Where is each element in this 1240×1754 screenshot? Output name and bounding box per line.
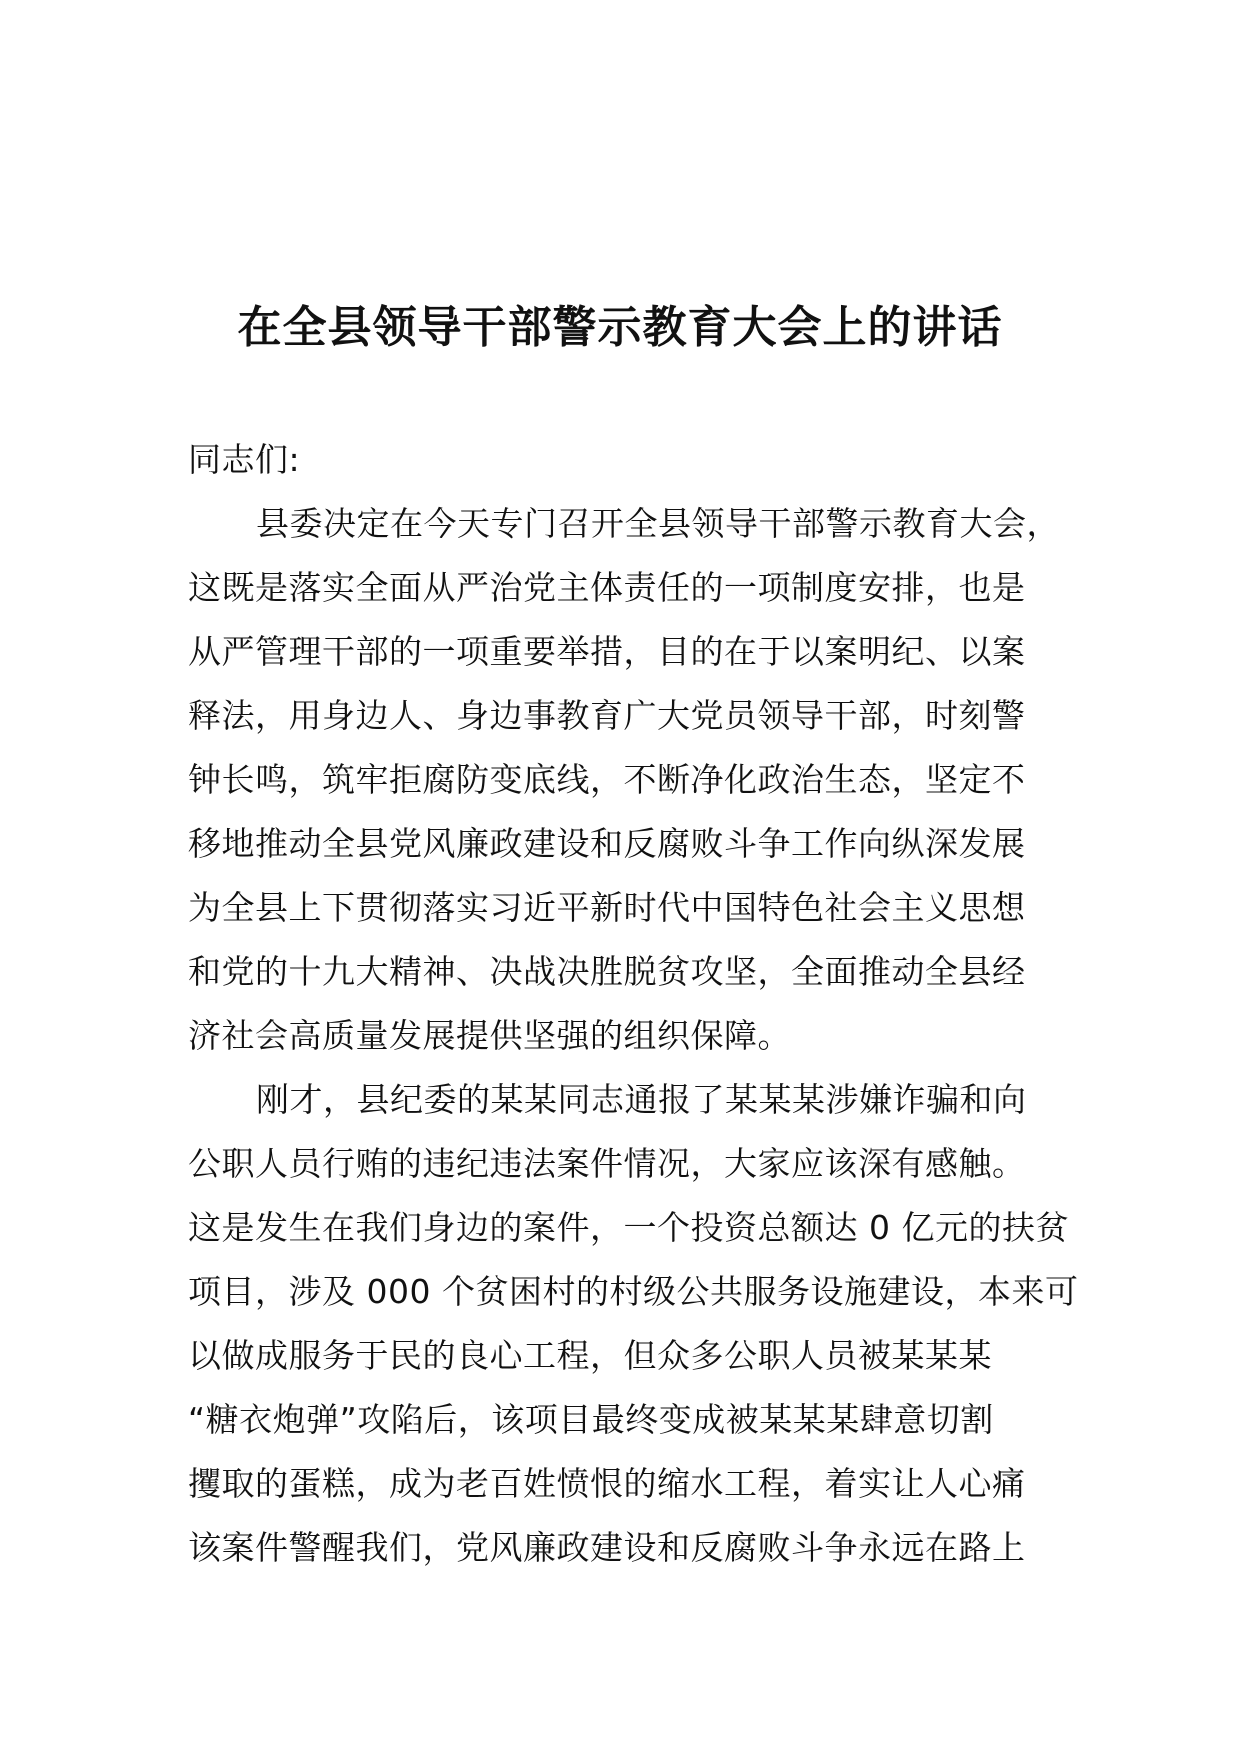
body-line-3: 从严管理干部的一项重要举措，目的在于以案明纪、以案 <box>188 632 1026 671</box>
body-line-15: “糖衣炮弹”攻陷后，该项目最终变成被某某某肆意切割 <box>188 1400 994 1439</box>
body-line-2: 这既是落实全面从严治党主体责任的一项制度安排，也是 <box>188 568 1026 607</box>
body-line-11: 公职人员行贿的违纪违法案件情况，大家应该深有感触。 <box>188 1144 1026 1183</box>
body-line-14: 以做成服务于民的良心工程，但众多公职人员被某某某 <box>188 1336 992 1375</box>
document-body <box>188 428 1079 1580</box>
body-line-6: 移地推动全县党风廉政建设和反腐败斗争工作向纵深发展 <box>188 824 1026 863</box>
body-line-13: 项目，涉及 000 个贫困村的村级公共服务设施建设，本来可 <box>188 1272 1079 1311</box>
body-line-16: 攫取的蛋糕，成为老百姓愤恨的缩水工程，着实让人心痛 <box>188 1464 1026 1503</box>
body-line-17: 该案件警醒我们，党风廉政建设和反腐败斗争永远在路上 <box>188 1528 1026 1567</box>
body-line-5: 钟长鸣，筑牢拒腐防变底线，不断净化政治生态，坚定不 <box>188 760 1026 799</box>
body-line-4: 释法，用身边人、身边事教育广大党员领导干部，时刻警 <box>188 696 1026 735</box>
body-line-1: 县委决定在今天专门召开全县领导干部警示教育大会， <box>256 504 1060 543</box>
body-line-8: 和党的十九大精神、决战决胜脱贫攻坚，全面推动全县经 <box>188 952 1026 991</box>
body-line-9: 济社会高质量发展提供坚强的组织保障。 <box>188 1016 791 1055</box>
body-line-10: 刚才，县纪委的某某同志通报了某某某涉嫌诈骗和向 <box>256 1080 1027 1119</box>
body-line-7: 为全县上下贯彻落实习近平新时代中国特色社会主义思想 <box>188 888 1026 927</box>
body-line-12: 这是发生在我们身边的案件，一个投资总额达 0 亿元的扶贫 <box>188 1208 1069 1247</box>
document-title: 在全县领导干部警示教育大会上的讲话 <box>237 302 1003 353</box>
salutation: 同志们: <box>188 440 301 479</box>
